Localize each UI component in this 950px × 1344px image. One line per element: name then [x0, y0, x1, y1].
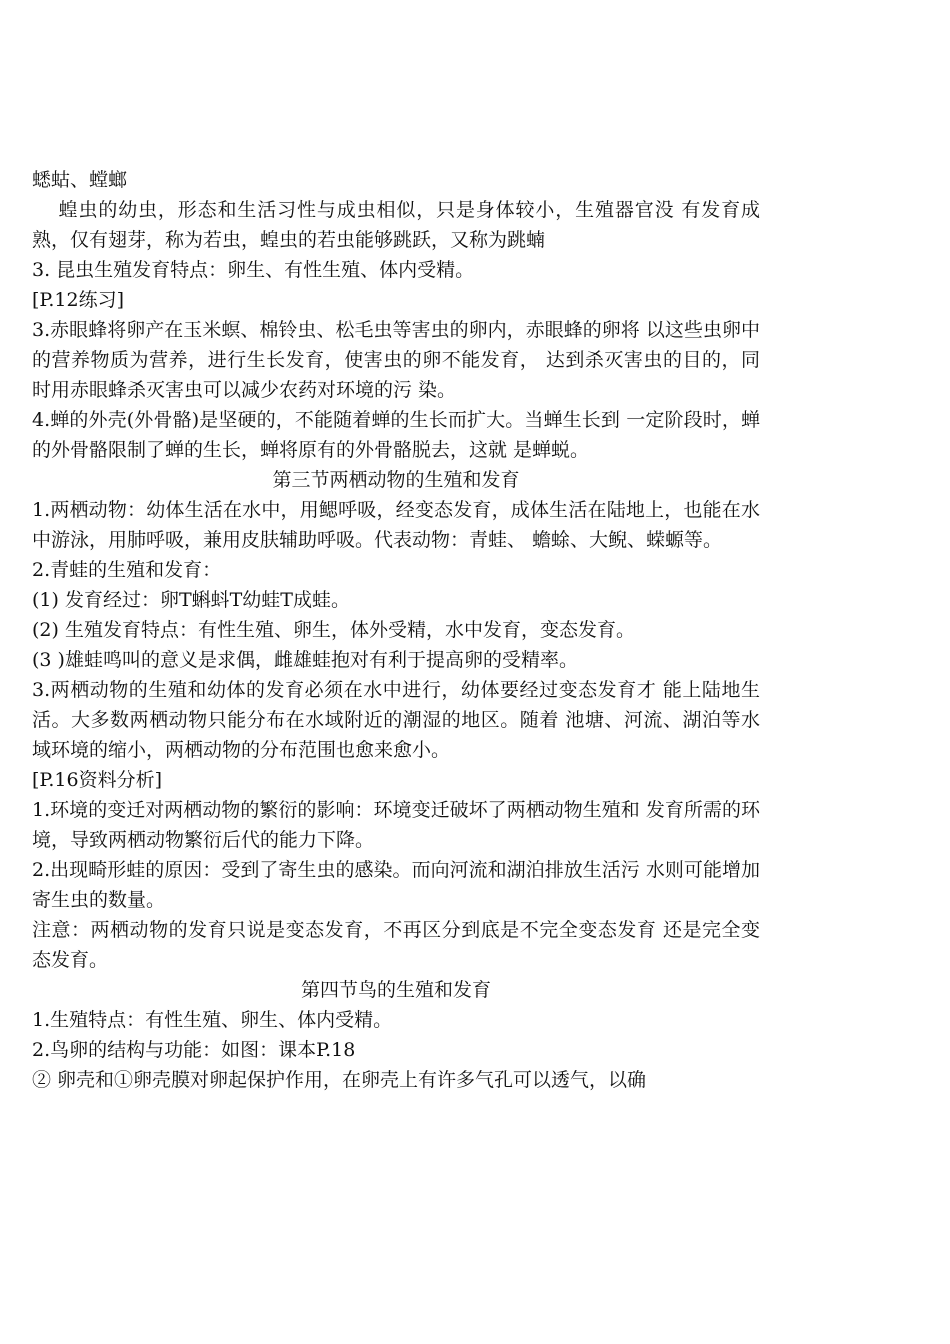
paragraph: 1.环境的变迁对两栖动物的繁衍的影响：环境变迁破坏了两栖动物生殖和 发育所需的环境，导致两栖动物繁衍后代的能力下降。: [32, 799, 760, 851]
note-paragraph: 注意：两栖动物的发育只说是变态发育，不再区分到底是不完全变态发育 还是完全变态发育。: [32, 919, 760, 971]
list-item: (3 )雄蛙鸣叫的意义是求偶，雌雄蛙抱对有利于提高卵的受精率。: [32, 649, 578, 671]
paragraph: 3. 昆虫生殖发育特点：卵生、有性生殖、体内受精。: [32, 259, 475, 281]
section-reference: [P.16资料分析]: [32, 769, 162, 791]
paragraph: 4.蝉的外壳(外骨骼)是坚硬的，不能随着蝉的生长而扩大。当蝉生长到 一定阶段时，蝉的外骨骼限制了蝉的生长，蝉将原有的外骨骼脱去，这就 是蝉蜕。: [32, 409, 760, 461]
paragraph: 3.两栖动物的生殖和幼体的发育必须在水中进行，幼体要经过变态发育才 能上陆地生活。大多数两栖动物只能分布在水域附近的潮湿的地区。随着 池塘、河流、湖泊等水域环境的缩小，两栖动物的分布范围也愈来愈小。: [32, 679, 760, 761]
text-line: 蟋蛄、螳螂: [32, 169, 128, 191]
paragraph: 2.鸟卵的结构与功能：如图：课本P.18: [32, 1039, 356, 1061]
paragraph: 1.两栖动物：幼体生活在水中，用鳃呼吸，经变态发育，成体生活在陆地上，也能在水中游泳，用肺呼吸，兼用皮肤辅助呼吸。代表动物：青蛙、 蟾蜍、大鲵、蝾螈等。: [32, 499, 760, 551]
section-heading: 第三节两栖动物的生殖和发育: [272, 469, 520, 491]
paragraph: 2.出现畸形蛙的原因：受到了寄生虫的感染。而向河流和湖泊排放生活污 水则可能增加寄生虫的数量。: [32, 859, 760, 911]
paragraph: 3.赤眼蜂将卵产在玉米螟、棉铃虫、松毛虫等害虫的卵内，赤眼蜂的卵将 以这些虫卵中的营养物质为营养，进行生长发育，使害虫的卵不能发育， 达到杀灭害虫的目的，同时用赤眼蜂杀灭害虫可以减少农药对环境的污 染。: [32, 319, 760, 401]
section-heading: 第四节鸟的生殖和发育: [300, 979, 491, 1001]
paragraph: ② 卵壳和①卵壳膜对卵起保护作用，在卵壳上有许多气孔可以透气，以确: [32, 1069, 647, 1091]
list-item: (2) 生殖发育特点：有性生殖、卵生，体外受精，水中发育，变态发育。: [32, 619, 635, 641]
document-body: [32, 165, 760, 1095]
list-item: (1) 发育经过：卵T蝌蚪T幼蛙T成蛙。: [32, 589, 350, 611]
paragraph: 1.生殖特点：有性生殖、卵生、体内受精。: [32, 1009, 393, 1031]
paragraph: 蝗虫的幼虫，形态和生活习性与成虫相似，只是身体较小，生殖器官没 有发育成熟，仅有翅芽，称为若虫，蝗虫的若虫能够跳跃，又称为跳蝻: [32, 199, 760, 251]
section-reference: [P.12练习]: [32, 289, 124, 311]
paragraph: 2.青蛙的生殖和发育：: [32, 559, 222, 581]
